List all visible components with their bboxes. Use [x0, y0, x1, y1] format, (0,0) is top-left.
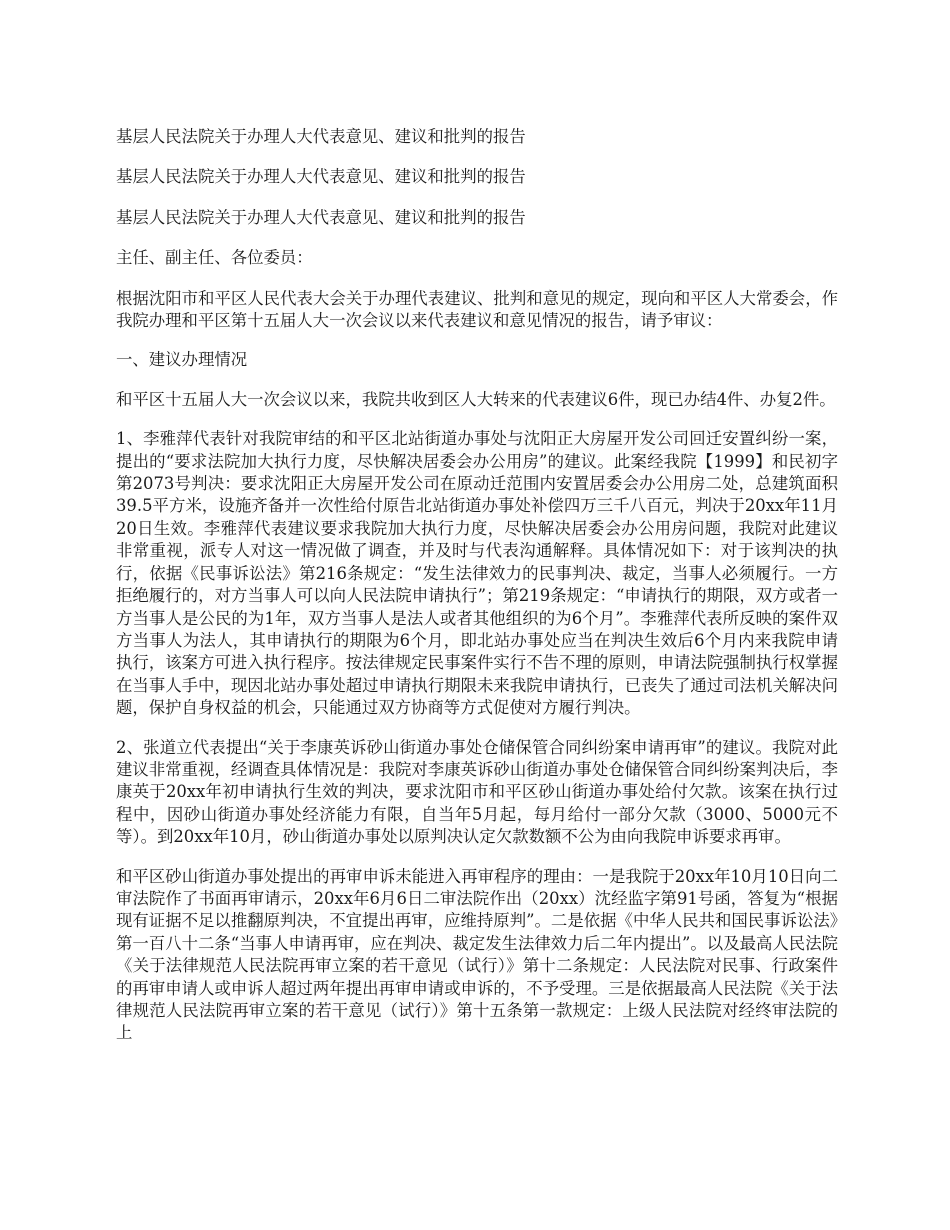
paragraph-item-2: 2、张道立代表提出“关于李康英诉砂山街道办事处仓储保管合同纠纷案申请再审”的建议。我院对此建议非常重视，经调查具体情况是：我院对李康英诉砂山街道办事处仓储保管合同纠纷案判决后，李康英于20xx年初申请执行生效的判决，要求沈阳市和平区砂山街道办事处给付欠款。该案在执行过程中，因砂山街道办事处经济能力有限，自当年5月起，每月给付一部分欠款（3000、5000元不等）。到20xx年10月，砂山街道办事处以原判决认定欠款数额不公为由向我院申诉要求再审。 — [116, 737, 838, 847]
paragraph-intro: 根据沈阳市和平区人民代表大会关于办理代表建议、批判和意见的规定，现向和平区人大常委会，作我院办理和平区第十五届人大一次会议以来代表建议和意见情况的报告，请予审议： — [116, 288, 838, 331]
section-heading-1: 一、建议办理情况 — [116, 350, 248, 370]
document-title-line-2: 基层人民法院关于办理人大代表意见、建议和批判的报告 — [116, 167, 526, 187]
paragraph-summary: 和平区十五届人大一次会议以来，我院共收到区人大转来的代表建议6件，现已办结4件、办复2件。 — [116, 389, 836, 409]
paragraph-item-1: 1、李雅萍代表针对我院审结的和平区北站街道办事处与沈阳正大房屋开发公司回迁安置纠纷一案，提出的“要求法院加大执行力度，尽快解决居委会办公用房”的建议。此案经我院【1999】和民初字第2073号判决：要求沈阳正大房屋开发公司在原动迁范围内安置居委会办公用房二处，总建筑面积39.5平方米，设施齐备并一次性给付原告北站街道办事处补偿四万三千八百元，判决于20xx年11月20日生效。李雅萍代表建议要求我院加大执行力度，尽快解决居委会办公用房问题，我院对此建议非常重视，派专人对这一情况做了调查，并及时与代表沟通解释。具体情况如下：对于该判决的执行，依据《民事诉讼法》第216条规定：“发生法律效力的民事判决、裁定，当事人必须履行。一方拒绝履行的，对方当事人可以向人民法院申请执行”；第219条规定：“申请执行的期限，双方或者一方当事人是公民的为1年，双方当事人是法人或者其他组织的为6个月”。李雅萍代表所反映的案件双方当事人为法人，其申请执行的期限为6个月，即北站办事处应当在判决生效后6个月内来我院申请执行，该案方可进入执行程序。按法律规定民事案件实行不告不理的原则，申请法院强制执行权掌握在当事人手中，现因北站办事处超过申请执行期限未来我院申请执行，已丧失了通过司法机关解决问题，保护自身权益的机会，只能通过双方协商等方式促使对方履行判决。 — [116, 429, 838, 718]
paragraph-item-2-reasons: 和平区砂山街道办事处提出的再审申诉未能进入再审程序的理由：一是我院于20xx年10月10日向二审法院作了书面再审请示，20xx年6月6日二审法院作出（20xx）沈经监字第91号函，答复为“根据现有证据不足以推翻原判决，不宜提出再审，应维持原判”。二是依据《中华人民共和国民事诉讼法》第一百八十二条“当事人申请再审，应在判决、裁定发生法律效力后二年内提出”。以及最高人民法院《关于法律规范人民法院再审立案的若干意见（试行）》第十二条规定：人民法院对民事、行政案件的再审申请人或申诉人超过两年提出再审申请或申诉的，不予受理。三是依据最高人民法院《关于法律规范人民法院再审立案的若干意见（试行）》第十五条第一款规定：上级人民法院对经终审法院的上 — [116, 866, 838, 1043]
salutation: 主任、副主任、各位委员： — [116, 248, 313, 268]
document-title-line-3: 基层人民法院关于办理人大代表意见、建议和批判的报告 — [116, 207, 526, 227]
document-title-line-1: 基层人民法院关于办理人大代表意见、建议和批判的报告 — [116, 127, 526, 146]
document-body — [116, 126, 838, 1062]
